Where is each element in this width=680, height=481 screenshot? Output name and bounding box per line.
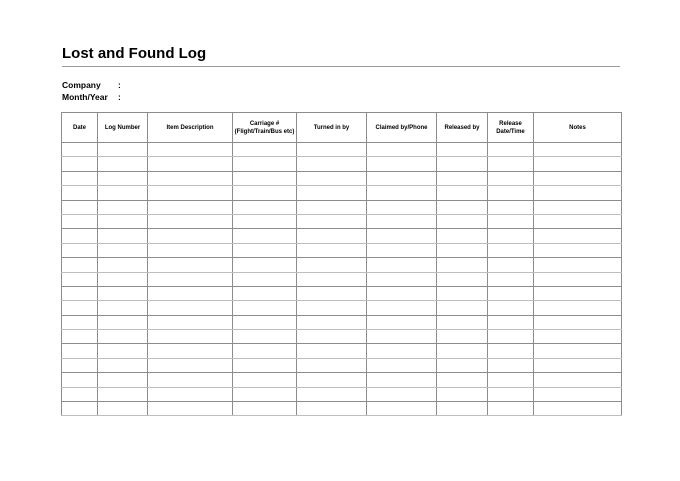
table-cell[interactable] (233, 214, 297, 228)
table-cell[interactable] (367, 358, 437, 372)
table-cell[interactable] (98, 373, 148, 387)
table-header-row (62, 113, 622, 143)
table-cell[interactable] (233, 258, 297, 272)
table-row (62, 301, 622, 315)
table-cell[interactable] (534, 214, 622, 228)
month-year-row (62, 91, 126, 103)
table-cell[interactable] (62, 301, 98, 315)
table-cell[interactable] (534, 387, 622, 401)
table-cell[interactable] (148, 315, 233, 329)
table-cell[interactable] (488, 229, 534, 243)
table-cell[interactable] (534, 200, 622, 214)
page-title: Lost and Found Log (62, 45, 207, 62)
table-cell[interactable] (233, 229, 297, 243)
header-turned-in-by: Turned in by (297, 113, 367, 143)
header-release-date-time: Release Date/Time (488, 113, 534, 143)
table-row (62, 171, 622, 185)
table-row (62, 258, 622, 272)
table-cell[interactable] (148, 358, 233, 372)
table-cell[interactable] (62, 143, 98, 157)
table-cell[interactable] (62, 243, 98, 257)
table-row (62, 272, 622, 286)
table-cell[interactable] (367, 330, 437, 344)
table-cell[interactable] (488, 157, 534, 171)
table-cell[interactable] (98, 143, 148, 157)
table-cell[interactable] (437, 143, 488, 157)
table-cell[interactable] (62, 286, 98, 300)
table-cell[interactable] (367, 143, 437, 157)
table-cell[interactable] (437, 344, 488, 358)
table-cell[interactable] (233, 358, 297, 372)
table-cell[interactable] (98, 243, 148, 257)
table-cell[interactable] (437, 402, 488, 416)
table-cell[interactable] (297, 315, 367, 329)
table-cell[interactable] (488, 330, 534, 344)
table-cell[interactable] (534, 186, 622, 200)
table-cell[interactable] (488, 186, 534, 200)
table-cell[interactable] (148, 171, 233, 185)
table-cell[interactable] (62, 171, 98, 185)
table-cell[interactable] (98, 272, 148, 286)
table-cell[interactable] (488, 358, 534, 372)
table-cell[interactable] (437, 286, 488, 300)
table-cell[interactable] (534, 171, 622, 185)
table-cell[interactable] (437, 373, 488, 387)
table-cell[interactable] (98, 330, 148, 344)
table-cell[interactable] (367, 229, 437, 243)
table-row (62, 214, 622, 228)
table-cell[interactable] (488, 315, 534, 329)
table-cell[interactable] (62, 402, 98, 416)
table-cell[interactable] (534, 286, 622, 300)
table-cell[interactable] (148, 200, 233, 214)
month-year-label: Month/Year (62, 92, 108, 102)
table-cell[interactable] (437, 186, 488, 200)
table-cell[interactable] (233, 301, 297, 315)
table-cell[interactable] (62, 200, 98, 214)
header-date: Date (62, 113, 98, 143)
table-cell[interactable] (297, 214, 367, 228)
table-cell[interactable] (148, 286, 233, 300)
table-row (62, 243, 622, 257)
table-row (62, 373, 622, 387)
table-cell[interactable] (437, 272, 488, 286)
table-cell[interactable] (437, 315, 488, 329)
table-cell[interactable] (297, 186, 367, 200)
table-cell[interactable] (98, 402, 148, 416)
table-cell[interactable] (297, 373, 367, 387)
table-cell[interactable] (62, 272, 98, 286)
table-cell[interactable] (437, 200, 488, 214)
table-cell[interactable] (367, 301, 437, 315)
table-cell[interactable] (437, 157, 488, 171)
table-cell[interactable] (62, 330, 98, 344)
table-cell[interactable] (367, 157, 437, 171)
table-cell[interactable] (437, 171, 488, 185)
table-row (62, 200, 622, 214)
table-cell[interactable] (367, 186, 437, 200)
table-cell[interactable] (148, 373, 233, 387)
header-released-by: Released by (437, 113, 488, 143)
table-cell[interactable] (488, 344, 534, 358)
table-cell[interactable] (488, 214, 534, 228)
table-cell[interactable] (297, 330, 367, 344)
table-cell[interactable] (534, 330, 622, 344)
table-cell[interactable] (297, 229, 367, 243)
table-cell[interactable] (488, 402, 534, 416)
table-cell[interactable] (437, 301, 488, 315)
table-cell[interactable] (534, 143, 622, 157)
table-cell[interactable] (62, 229, 98, 243)
table-cell[interactable] (98, 186, 148, 200)
table-cell[interactable] (437, 258, 488, 272)
table-cell[interactable] (488, 258, 534, 272)
table-cell[interactable] (148, 258, 233, 272)
table-cell[interactable] (367, 171, 437, 185)
table-cell[interactable] (297, 243, 367, 257)
table-cell[interactable] (233, 315, 297, 329)
table-cell[interactable] (437, 358, 488, 372)
table-cell[interactable] (488, 272, 534, 286)
table-cell[interactable] (98, 387, 148, 401)
table-cell[interactable] (534, 344, 622, 358)
table-cell[interactable] (62, 387, 98, 401)
header-item-description: Item Description (148, 113, 233, 143)
table-cell[interactable] (367, 200, 437, 214)
table-cell[interactable] (297, 402, 367, 416)
table-cell[interactable] (534, 402, 622, 416)
table-cell[interactable] (367, 344, 437, 358)
table-cell[interactable] (488, 373, 534, 387)
table-cell[interactable] (148, 243, 233, 257)
table-cell[interactable] (488, 243, 534, 257)
table-cell[interactable] (534, 301, 622, 315)
table-cell[interactable] (297, 272, 367, 286)
table-row (62, 143, 622, 157)
table-cell[interactable] (233, 402, 297, 416)
table-cell[interactable] (233, 186, 297, 200)
table-cell[interactable] (98, 286, 148, 300)
table-cell[interactable] (297, 358, 367, 372)
table-cell[interactable] (98, 229, 148, 243)
table-cell[interactable] (233, 330, 297, 344)
table-cell[interactable] (148, 402, 233, 416)
table-cell[interactable] (233, 373, 297, 387)
table-cell[interactable] (62, 258, 98, 272)
table-cell[interactable] (98, 214, 148, 228)
table-cell[interactable] (534, 243, 622, 257)
table-cell[interactable] (233, 157, 297, 171)
table-cell[interactable] (233, 272, 297, 286)
table-cell[interactable] (98, 344, 148, 358)
table-row (62, 402, 622, 416)
table-cell[interactable] (297, 200, 367, 214)
table-cell[interactable] (148, 344, 233, 358)
table-cell[interactable] (62, 358, 98, 372)
table-cell[interactable] (437, 243, 488, 257)
table-cell[interactable] (488, 387, 534, 401)
table-cell[interactable] (62, 344, 98, 358)
table-cell[interactable] (148, 229, 233, 243)
table-cell[interactable] (367, 373, 437, 387)
table-row (62, 358, 622, 372)
table-cell[interactable] (367, 402, 437, 416)
table-cell[interactable] (534, 272, 622, 286)
table-cell[interactable] (488, 301, 534, 315)
table-row (62, 157, 622, 171)
title-divider (62, 66, 620, 67)
table-cell[interactable] (98, 358, 148, 372)
meta-fields (62, 79, 126, 103)
table-cell[interactable] (233, 344, 297, 358)
company-row (62, 79, 126, 91)
table-cell[interactable] (98, 157, 148, 171)
table-cell[interactable] (148, 214, 233, 228)
header-claimed-by-phone: Claimed by/Phone (367, 113, 437, 143)
table-row (62, 229, 622, 243)
table-cell[interactable] (297, 171, 367, 185)
table-cell[interactable] (233, 286, 297, 300)
header-carriage: Carriage # (Flight/Train/Bus etc) (233, 113, 297, 143)
table-row (62, 344, 622, 358)
table-cell[interactable] (148, 301, 233, 315)
table-row (62, 315, 622, 329)
table-cell[interactable] (98, 258, 148, 272)
table-cell[interactable] (367, 387, 437, 401)
table-cell[interactable] (62, 214, 98, 228)
table-cell[interactable] (98, 200, 148, 214)
table-row (62, 186, 622, 200)
table-row (62, 286, 622, 300)
table-cell[interactable] (62, 373, 98, 387)
table-cell[interactable] (437, 229, 488, 243)
table-cell[interactable] (437, 330, 488, 344)
table-cell[interactable] (297, 301, 367, 315)
table-cell[interactable] (534, 229, 622, 243)
table-body (62, 143, 622, 416)
table-cell[interactable] (534, 358, 622, 372)
table-cell[interactable] (488, 286, 534, 300)
table-cell[interactable] (437, 387, 488, 401)
table-cell[interactable] (534, 315, 622, 329)
table-row (62, 330, 622, 344)
table-cell[interactable] (148, 186, 233, 200)
table-cell[interactable] (98, 171, 148, 185)
table-cell[interactable] (488, 200, 534, 214)
company-colon: : (118, 80, 121, 90)
table-cell[interactable] (297, 157, 367, 171)
lost-and-found-table (61, 112, 622, 416)
table-cell[interactable] (98, 315, 148, 329)
table-row (62, 387, 622, 401)
table-cell[interactable] (488, 143, 534, 157)
table-cell[interactable] (534, 258, 622, 272)
table-cell[interactable] (233, 200, 297, 214)
table-cell[interactable] (367, 315, 437, 329)
table-cell[interactable] (148, 387, 233, 401)
table-cell[interactable] (534, 373, 622, 387)
table-cell[interactable] (297, 143, 367, 157)
table-cell[interactable] (534, 157, 622, 171)
table-cell[interactable] (148, 143, 233, 157)
company-label: Company (62, 80, 101, 90)
table-cell[interactable] (297, 344, 367, 358)
table-cell[interactable] (233, 143, 297, 157)
table-cell[interactable] (148, 272, 233, 286)
table-cell[interactable] (367, 272, 437, 286)
table-cell[interactable] (62, 157, 98, 171)
header-log-number: Log Number (98, 113, 148, 143)
month-year-colon: : (118, 92, 121, 102)
table-cell[interactable] (148, 157, 233, 171)
table-cell[interactable] (233, 171, 297, 185)
table-cell[interactable] (367, 286, 437, 300)
table-cell[interactable] (62, 186, 98, 200)
table-cell[interactable] (233, 243, 297, 257)
table-cell[interactable] (488, 171, 534, 185)
table-cell[interactable] (297, 286, 367, 300)
table-cell[interactable] (98, 301, 148, 315)
table-cell[interactable] (148, 330, 233, 344)
table-cell[interactable] (437, 214, 488, 228)
table-cell[interactable] (297, 258, 367, 272)
table-cell[interactable] (367, 258, 437, 272)
table-cell[interactable] (367, 214, 437, 228)
table-cell[interactable] (367, 243, 437, 257)
table-cell[interactable] (297, 387, 367, 401)
table-cell[interactable] (233, 387, 297, 401)
header-notes: Notes (534, 113, 622, 143)
table-cell[interactable] (62, 315, 98, 329)
